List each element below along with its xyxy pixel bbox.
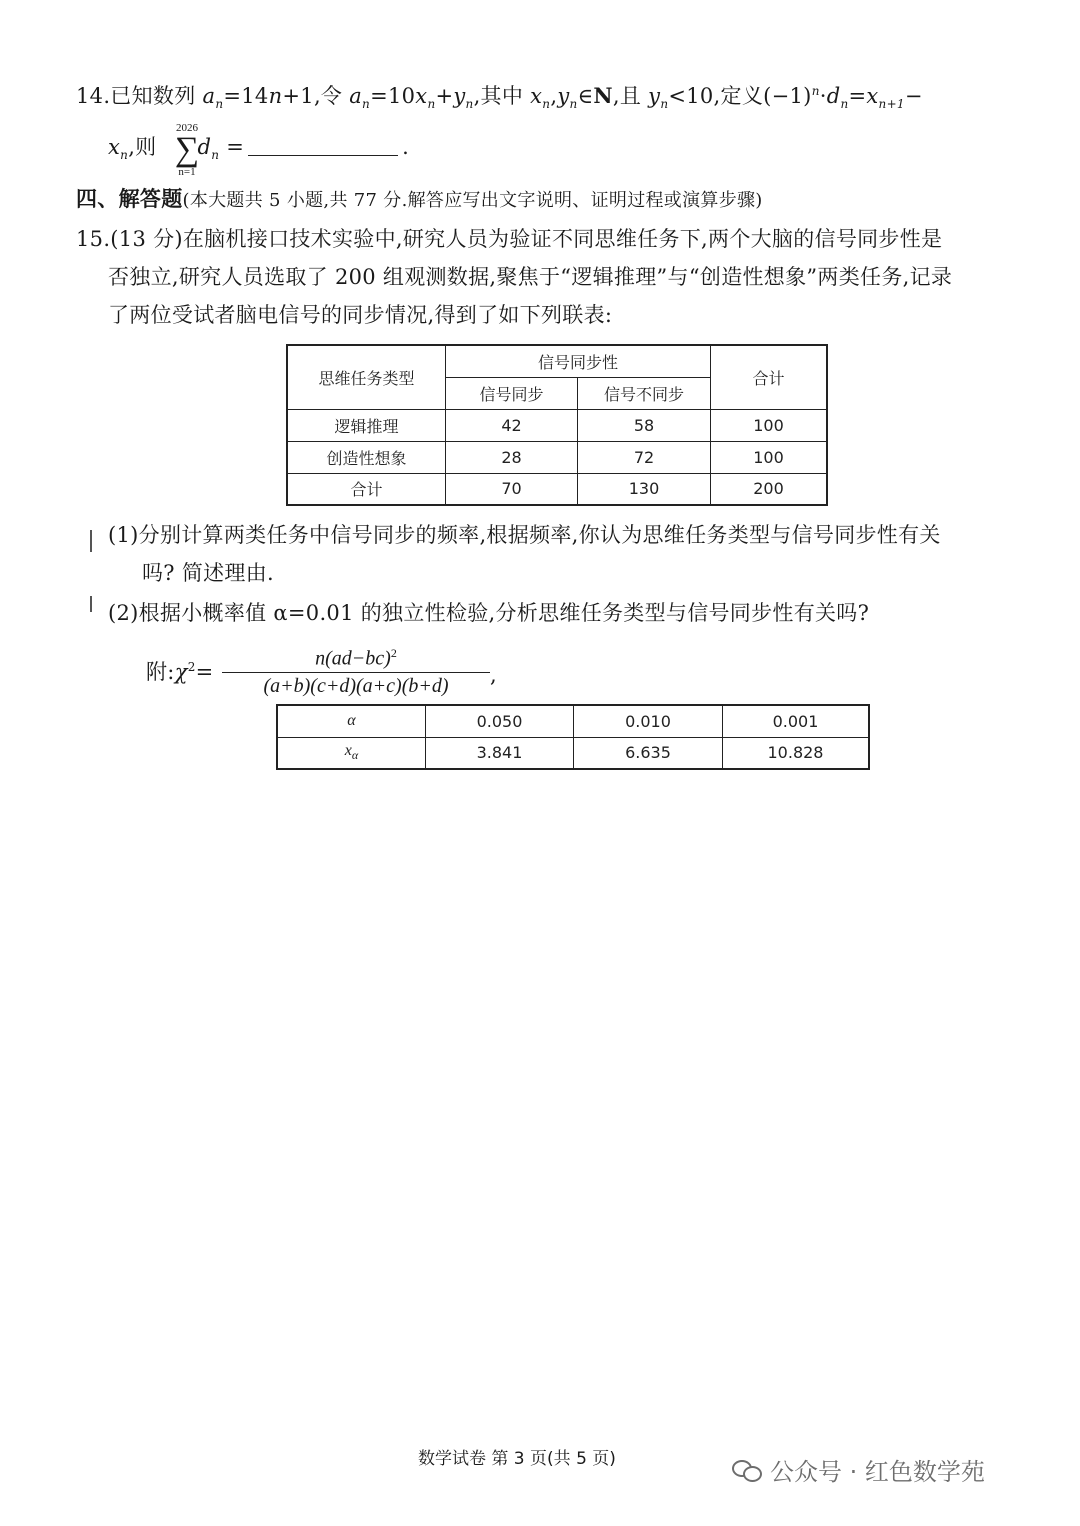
answer-blank[interactable] — [248, 137, 398, 156]
q14-line1: 14.已知数列 $a_n=14n+1$,令 $a_n=10x_n+y_n$,其中 $x_n,y_n\in N$,且 $y_n<10$,定义$(-1)^n\cdot d_n=x_{n+1}-$ — [76, 83, 923, 112]
q15-line3: 了两位受试者脑电信号的同步情况,得到了如下列联表: — [108, 303, 613, 327]
q15-sub1-line1: (1)分别计算两类任务中信号同步的频率,根据频率,你认为思维任务类型与信号同步性有关 — [108, 523, 941, 547]
table-row — [287, 441, 827, 473]
margin-mark — [90, 596, 92, 612]
wechat-icon — [732, 1458, 762, 1482]
cell-value: 70 — [446, 473, 578, 505]
formula-comma: , — [490, 663, 497, 687]
cell-value: 100 — [711, 409, 828, 441]
alpha-value: 0.001 — [723, 705, 870, 737]
alpha-label: α — [277, 705, 426, 737]
header-nosync: 信号不同步 — [578, 377, 711, 409]
cell-value: 58 — [578, 409, 711, 441]
cell-value: 72 — [578, 441, 711, 473]
cell-value: 42 — [446, 409, 578, 441]
header-total: 合计 — [711, 345, 828, 409]
q15-sub1-line2: 吗? 简述理由. — [142, 561, 275, 585]
section-heading: 四、解答题(本大题共 5 小题,共 77 分.解答应写出文字说明、证明过程或演算步骤) — [76, 186, 763, 211]
q15-line2: 否独立,研究人员选取了 200 组观测数据,聚焦于“逻辑推理”与“创造性想象”两类任务,记录 — [108, 265, 953, 289]
row-label: 合计 — [287, 473, 446, 505]
cell-value: 28 — [446, 441, 578, 473]
alpha-value: 0.010 — [574, 705, 723, 737]
table-row — [287, 409, 827, 441]
cell-value: 130 — [578, 473, 711, 505]
watermark-text: 公众号 · 红色数学苑 — [770, 1458, 985, 1486]
q15-line1: 15.(13 分)在脑机接口技术实验中,研究人员为验证不同思维任务下,两个大脑的信号同步性是 — [76, 227, 943, 251]
x-alpha-label: $x_\alpha$ — [277, 737, 426, 769]
critical-value: 3.841 — [426, 737, 574, 769]
page-footer: 数学试卷 第 3 页(共 5 页) — [418, 1449, 616, 1469]
critical-value: 6.635 — [574, 737, 723, 769]
contingency-table — [286, 344, 828, 506]
alpha-value: 0.050 — [426, 705, 574, 737]
q14-line2: $x_n$,则 $d_n$ = . — [108, 135, 410, 163]
cell-value: 100 — [711, 441, 828, 473]
row-label: 创造性想象 — [287, 441, 446, 473]
q15-sub2: (2)根据小概率值 α=0.01 的独立性检验,分析思维任务类型与信号同步性有关吗? — [108, 601, 870, 625]
appendix-formula-lhs: 附$:\chi^2=$ — [146, 660, 214, 684]
margin-mark — [90, 530, 92, 552]
table-row — [287, 473, 827, 505]
cell-value: 200 — [711, 473, 828, 505]
summation-symbol: 2026 ∑ n=1 — [174, 122, 200, 178]
critical-value: 10.828 — [723, 737, 870, 769]
critical-value-table — [276, 704, 870, 770]
header-sync: 信号同步 — [446, 377, 578, 409]
row-label: 逻辑推理 — [287, 409, 446, 441]
header-sync-group: 信号同步性 — [446, 345, 711, 377]
chi-square-formula: $\frac{n(ad-bc)^2}{(a+b)(c+d)(a+c)(b+d)}$ — [222, 640, 490, 699]
header-task-type: 思维任务类型 — [287, 345, 446, 409]
watermark — [732, 1452, 985, 1487]
